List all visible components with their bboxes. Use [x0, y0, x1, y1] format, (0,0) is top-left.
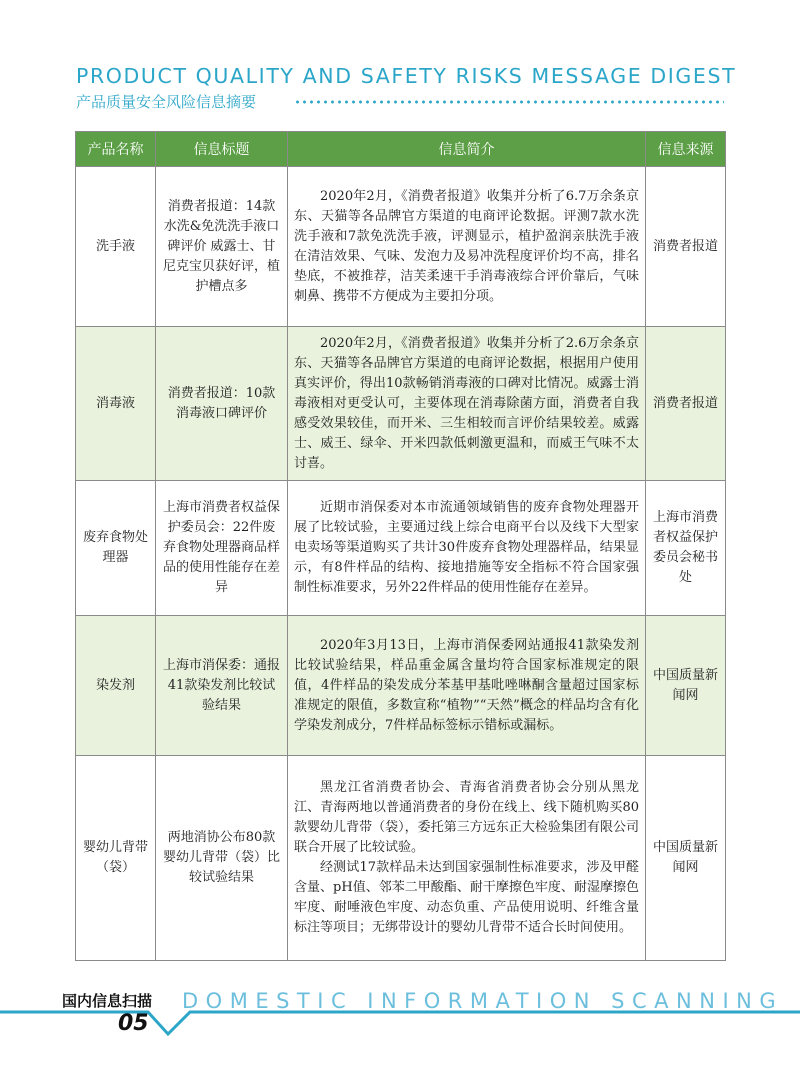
header-title-en: PRODUCT QUALITY AND SAFETY RISKS MESSAGE DIGEST	[76, 64, 737, 88]
info-title: 上海市消保委：通报41款染发剂比较试验结果	[156, 616, 288, 756]
header-dotted-line	[294, 100, 724, 104]
risk-digest-table	[75, 131, 726, 961]
column-header-summary: 信息简介	[288, 132, 646, 167]
info-summary	[288, 167, 646, 327]
table-row	[76, 756, 726, 961]
info-summary	[288, 327, 646, 481]
info-summary	[288, 756, 646, 961]
info-source: 消费者报道	[646, 327, 726, 481]
info-title: 上海市消费者权益保护委员会：22件废弃食物处理器商品样品的使用性能存在差异	[156, 481, 288, 616]
product-name: 消毒液	[76, 327, 156, 481]
info-source: 中国质量新闻网	[646, 616, 726, 756]
info-title: 两地消协公布80款婴幼儿背带（袋）比较试验结果	[156, 756, 288, 961]
column-header-source: 信息来源	[646, 132, 726, 167]
page-number: 05	[118, 1011, 149, 1036]
info-summary	[288, 481, 646, 616]
table-row	[76, 327, 726, 481]
column-header-product: 产品名称	[76, 132, 156, 167]
summary-paragraph: 2020年3月13日，上海市消保委网站通报41款染发剂比较试验结果，样品重金属含量均符合国家标准规定的限值，4件样品的染发成分苯基甲基吡唑啉酮含量超过国家标准规定的限值，多数宣称“植物”“天然”概念的样品均含有化学染发剂成分，7件样品标签标示错标或漏标。	[294, 637, 639, 733]
table-row	[76, 481, 726, 616]
column-header-title: 信息标题	[156, 132, 288, 167]
info-source: 上海市消费者权益保护委员会秘书处	[646, 481, 726, 616]
table-row	[76, 167, 726, 327]
header-title-cn: 产品质量安全风险信息摘要	[76, 93, 257, 111]
product-name: 婴幼儿背带（袋）	[76, 756, 156, 961]
summary-paragraph: 2020年2月，《消费者报道》收集并分析了6.7万余条京东、天猫等各品牌官方渠道的电商评论数据。评测7款水洗洗手液和7款免洗洗手液，评测显示，植护盈润亲肤洗手液在清洁效果、气味、发泡力及易冲洗程度评价均不高，排名垫底，不被推荐，洁芙柔速干手消毒液综合评价靠后，气味刺鼻、携带不方便成为主要扣分项。	[294, 188, 639, 304]
product-name: 洗手液	[76, 167, 156, 327]
summary-paragraph: 近期市消保委对本市流通领域销售的废弃食物处理器开展了比较试验，主要通过线上综合电商平台以及线下大型家电卖场等渠道购买了共计30件废弃食物处理器样品，结果显示，有8件样品的结构、接地措施等安全指标不符合国家强制性标准要求，另外22件样品的使用性能存在差异。	[294, 500, 639, 595]
summary-paragraph: 2020年2月，《消费者报道》收集并分析了2.6万余条京东、天猫等各品牌官方渠道的电商评论数据，根据用户使用真实评价，得出10款畅销消毒液的口碑对比情况。威露士消毒液相对更受认可，主要体现在消毒除菌方面，消费者自我感受效果较佳，而开米、三生相较而言评价结果较差。威露士、威王、绿伞、开米四款低刺激更温和，而威王气味不太讨喜。	[294, 335, 639, 471]
footer-section-cn: 国内信息扫描	[62, 992, 153, 1010]
info-source: 中国质量新闻网	[646, 756, 726, 961]
table-row	[76, 616, 726, 756]
info-summary	[288, 616, 646, 756]
info-title: 消费者报道：10款消毒液口碑评价	[156, 327, 288, 481]
product-name: 废弃食物处理器	[76, 481, 156, 616]
info-title: 消费者报道：14款水洗&免洗洗手液口碑评价 威露士、甘尼克宝贝获好评，植护槽点多	[156, 167, 288, 327]
summary-paragraph: 经测试17款样品未达到国家强制性标准要求，涉及甲醛含量、pH值、邻苯二甲酸酯、耐干摩擦色牢度、耐湿摩擦色牢度、耐唾液色牢度、动态负重、产品使用说明、纤维含量标注等项目；无绑带设计的婴幼儿背带不适合长时间使用。	[294, 860, 639, 935]
product-name: 染发剂	[76, 616, 156, 756]
table-header-row	[76, 132, 726, 167]
summary-paragraph: 黑龙江省消费者协会、青海省消费者协会分别从黑龙江、青海两地以普通消费者的身份在线上、线下随机购买80款婴幼儿背带（袋），委托第三方远东正大检验集团有限公司联合开展了比较试验。	[294, 780, 639, 855]
footer-section-en: DOMESTIC INFORMATION SCANNING	[182, 989, 784, 1013]
info-source: 消费者报道	[646, 167, 726, 327]
